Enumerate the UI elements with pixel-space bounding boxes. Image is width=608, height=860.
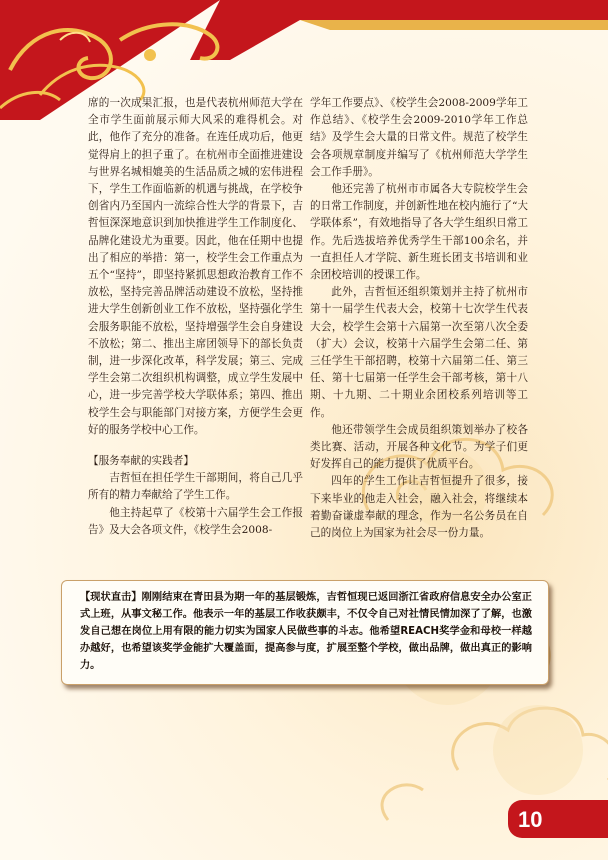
article-paragraph: 学年工作要点》、《校学生会2008-2009学年工作总结》、《校学生会2009-2010学年工作总结》及学生会大量的日常文件。规范了校学生会各项规章制度并编写了《杭州师范大学学生会工作手册》。 (310, 97, 528, 178)
article-paragraph: 他主持起草了《校第十六届学生会工作报告》及大会各项文件，《校学生会2008- (88, 506, 303, 536)
article-paragraph: 席的一次成果汇报，也是代表杭州师范大学在全市学生面前展示师大风采的难得机会。对此，他作了充分的准备。在连任成功后，他更觉得肩上的担子重了。在杭州市全面推进建设与世界名城相媲美的生活品质之城的宏伟进程下，学生工作面临新的机遇与挑战，在学校争创省内乃至国内一流综合性大学的背景下，吉哲恒深深地意识到加快推进学生工作制度化、品牌化建设尤为重要。因此，他在任期中也提出了相应的举措：第一，校学生会工作重点为五个“坚持”，即坚持紧抓思想政治教育工作不放松，坚持完善品牌活动建设不放松，坚持推进大学生创新创业工作不放松，坚持强化学生会服务职能不放松，坚持增强学生会自身建设不放松；第二、推出主席团领导下的部长负责制，进一步深化改革，科学发展；第三、完成学生会第二次组织机构调整，成立学生发展中心，进一步完善学校大学联体系；第四、推出校学生会与职能部门对接方案，方便学生会更好的服务学校中心工作。 (88, 97, 303, 436)
article-paragraph: 他还带领学生会成员组织策划举办了校各类比赛、活动，开展各种文化节。为学子们更好发挥自己的能力提供了优质平台。 (310, 423, 528, 471)
article-left-column (88, 95, 303, 539)
article-right-column (310, 95, 528, 542)
article-paragraph: 此外，吉哲恒还组织策划并主持了杭州市第十一届学生代表大会，校第十七次学生代表大会，校学生会第十六届第一次至第八次全委（扩大）会议，校第十六届学生会第二任、第三任学生干部招聘，校第十六届第二任、第三任、第十七届第一任学生会干部考核，第十八期、十九期、二十期业余团校系列培训等工作。 (310, 286, 528, 419)
article-paragraph: 四年的学生工作让吉哲恒提升了很多，接下来毕业的他走入社会，融入社会，将继续本着勤奋谦虚奉献的理念，作为一名公务员在自己的岗位上为国家为社会尽一份力量。 (310, 475, 528, 540)
page-number: 10 (518, 807, 543, 832)
article-paragraph: 吉哲恒在担任学生干部期间，将自己几乎所有的精力奉献给了学生工作。 (88, 472, 303, 502)
section-heading: 【服务奉献的实践者】 (88, 455, 194, 468)
callout-text: 【现状直击】刚刚结束在青田县为期一年的基层锻炼，吉哲恒现已返回浙江省政府信息安全办公室正式上班，从事文秘工作。他表示一年的基层工作收获颇丰，不仅令自己对社情民情加深了了解，也激发自己想在岗位上用有限的能力切实为国家人民做些事的斗志。他希望REACH奖学金和母校一样越办越好，也希望该奖学金能扩大覆盖面，提高参与度，扩展至整个学校，做出品牌，做出真正的影响力。 (80, 592, 532, 671)
status-callout-box (61, 580, 549, 685)
article-paragraph: 他还完善了杭州市市属各大专院校学生会的日常工作制度，并创新性地在校内施行了“大学联体系”，有效地指导了各大学生组织日常工作。先后选拔培养优秀学生干部100余名，并一直担任人才学院、新生班长团支书培训和业余团校培训的授课工作。 (310, 183, 528, 282)
